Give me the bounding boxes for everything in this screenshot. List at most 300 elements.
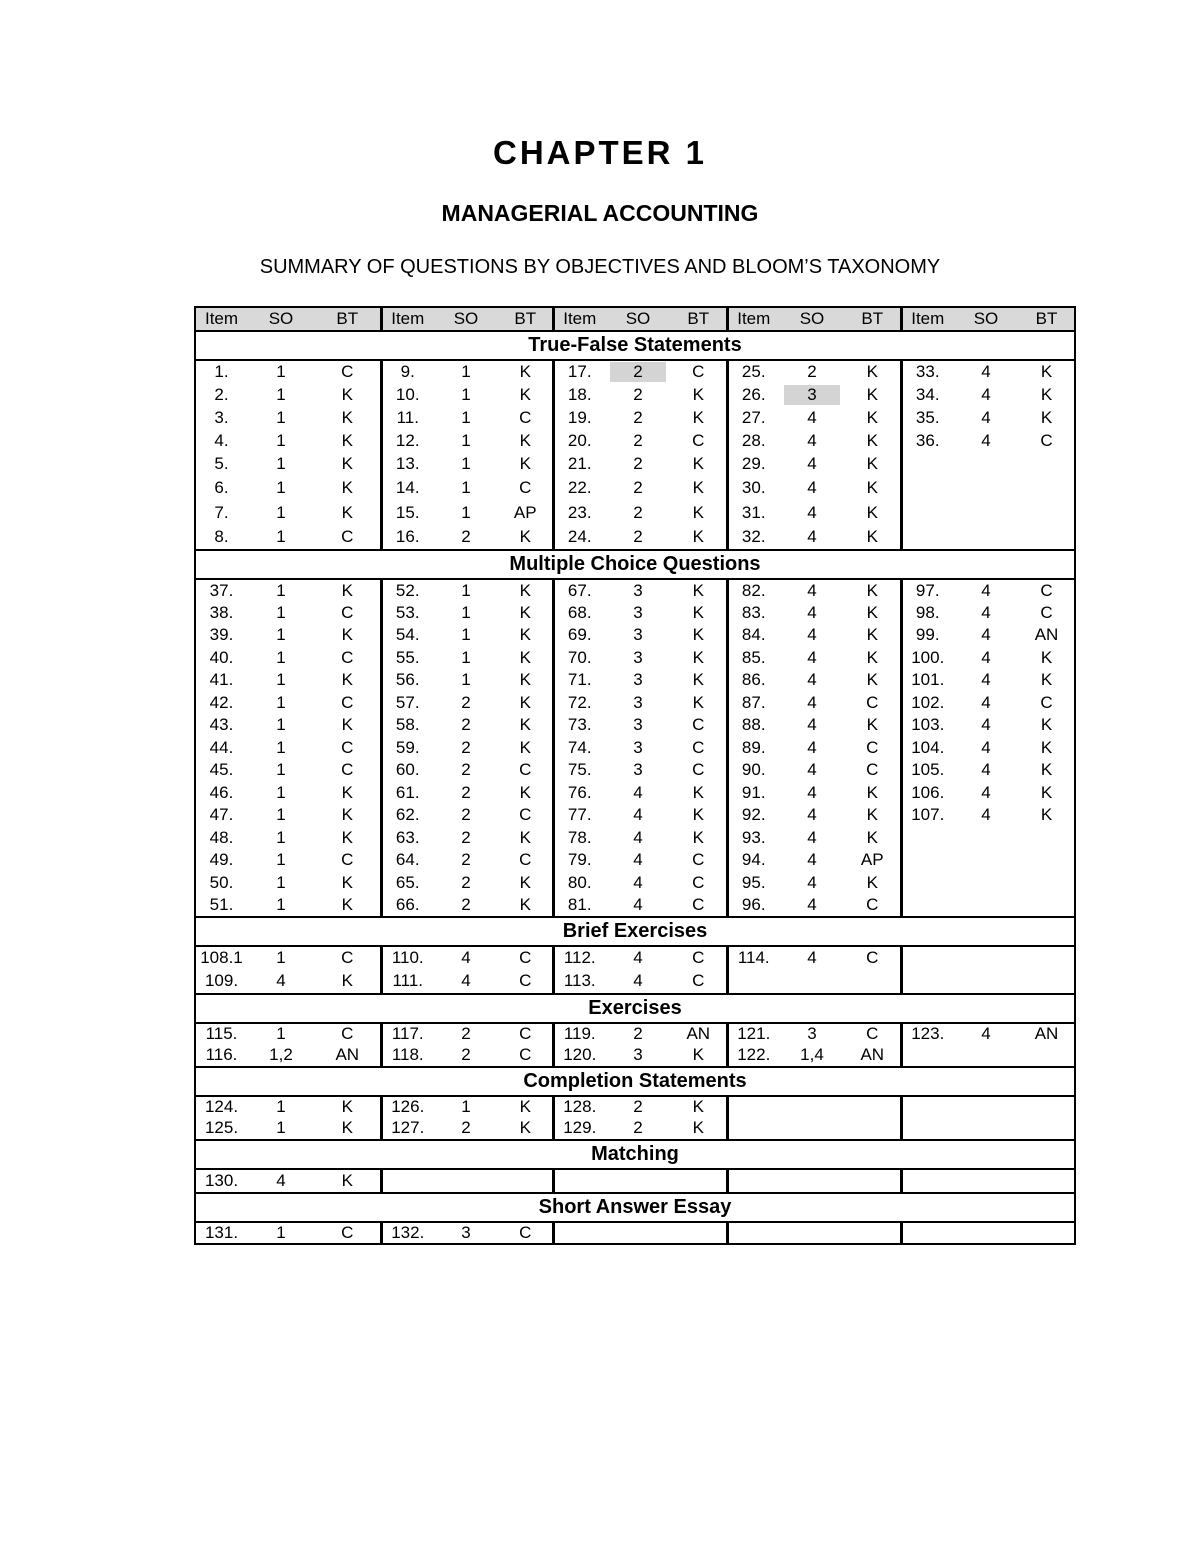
cell-item: 99. [901, 624, 953, 647]
column-header-item: Item [381, 307, 433, 331]
cell-so: 3 [633, 647, 643, 667]
cell-item: 110. [381, 946, 433, 970]
table-row [195, 525, 1075, 550]
cell-bt: K [692, 692, 704, 712]
cell-item: 123. [901, 1023, 953, 1045]
cell-bt: K [692, 384, 704, 404]
cell-so: 1 [461, 625, 471, 645]
cell-bt: K [866, 715, 878, 735]
cell-so: 4 [633, 971, 643, 990]
cell-item: 80. [553, 872, 605, 895]
cell-item: 95. [727, 872, 779, 895]
cell-item: 119. [553, 1023, 605, 1045]
cell-item [901, 1222, 953, 1244]
cell-item [901, 452, 953, 475]
cell-item: 62. [381, 804, 433, 827]
cell-bt: K [341, 1118, 353, 1137]
cell-so: 1 [276, 850, 286, 870]
cell-item [901, 827, 953, 850]
cell-bt: K [1040, 782, 1053, 802]
cell-so: 4 [807, 737, 817, 757]
cell-bt: K [692, 453, 704, 473]
cell-so: 4 [981, 1024, 991, 1043]
cell-bt [845, 1222, 901, 1244]
cell-item: 112. [553, 946, 605, 970]
column-header-so: SO [605, 307, 671, 331]
cell-item: 17. [553, 360, 605, 383]
cell-bt [1019, 894, 1075, 917]
cell-so: 2 [461, 692, 471, 712]
cell-so: 2 [633, 502, 643, 522]
cell-so: 4 [807, 430, 817, 450]
summary-table [194, 306, 1076, 1245]
cell-bt: C [341, 527, 354, 546]
cell-bt: K [866, 647, 878, 667]
cell-so: 4 [633, 872, 643, 892]
cell-item: 88. [727, 714, 779, 737]
cell-so: 2 [633, 1024, 643, 1043]
cell-so: 1 [276, 625, 286, 645]
cell-item: 61. [381, 782, 433, 805]
cell-bt: K [866, 670, 878, 690]
cell-item: 114. [727, 946, 779, 970]
cell-so: 4 [633, 948, 643, 967]
cell-so: 1,4 [800, 1045, 824, 1064]
cell-bt: K [341, 805, 353, 825]
column-header-bt: BT [845, 307, 901, 331]
cell-so: 4 [981, 737, 991, 757]
cell-item: 83. [727, 602, 779, 625]
cell-bt: C [692, 737, 705, 757]
cell-item: 91. [727, 782, 779, 805]
cell-item [901, 872, 953, 895]
cell-so: 2 [633, 527, 643, 546]
cell-item: 50. [209, 872, 234, 892]
cell-item: 65. [381, 872, 433, 895]
cell-item: 87. [727, 692, 779, 715]
cell-bt: K [692, 502, 704, 522]
cell-bt [1019, 500, 1075, 525]
cell-so: 4 [807, 625, 817, 645]
cell-item: 66. [381, 894, 433, 917]
cell-bt: K [519, 1097, 531, 1116]
cell-so: 3 [633, 760, 643, 780]
cell-bt: K [866, 580, 878, 600]
cell-so: 4 [807, 692, 817, 712]
cell-item: 67. [553, 579, 605, 602]
cell-item: 115. [205, 1024, 238, 1043]
cell-bt [499, 1169, 553, 1193]
cell-item: 1. [214, 362, 229, 381]
cell-item [901, 525, 953, 550]
cell-so: 2 [461, 760, 471, 780]
column-header-item: Item [195, 307, 247, 331]
cell-bt: K [866, 407, 878, 427]
cell-so: 4 [807, 850, 817, 870]
cell-bt: K [519, 625, 531, 645]
cell-so: 1 [461, 602, 471, 622]
cell-item: 29. [727, 452, 779, 475]
cell-bt: K [519, 527, 531, 546]
cell-bt: K [519, 894, 531, 914]
cell-bt: K [866, 502, 878, 522]
cell-bt: K [519, 782, 531, 802]
cell-item: 93. [727, 827, 779, 850]
cell-item: 60. [381, 759, 433, 782]
table-row [195, 849, 1075, 872]
cell-bt [1019, 452, 1075, 475]
cell-bt: K [341, 1170, 353, 1190]
cell-so: 4 [633, 827, 643, 847]
cell-item: 16. [381, 525, 433, 550]
cell-so: 4 [807, 782, 817, 802]
cell-bt: K [866, 384, 878, 404]
cell-bt: C [519, 850, 532, 870]
cell-item: 52. [381, 579, 433, 602]
column-header-bt: BT [499, 307, 553, 331]
cell-bt [1019, 1169, 1075, 1193]
cell-so: 4 [981, 407, 991, 427]
cell-item: 81. [553, 894, 605, 917]
cell-item: 120. [553, 1045, 605, 1067]
cell-so: 4 [981, 580, 991, 600]
cell-so: 4 [981, 715, 991, 735]
cell-bt: K [692, 647, 704, 667]
cell-so: 2 [461, 715, 471, 735]
table-row [195, 452, 1075, 475]
cell-bt: K [866, 362, 878, 381]
cell-so: 2 [461, 737, 471, 757]
cell-bt [1019, 872, 1075, 895]
cell-item: 37. [209, 580, 234, 600]
cell-bt [671, 1222, 727, 1244]
table-row [195, 1118, 1075, 1140]
cell-item: 116. [205, 1045, 238, 1064]
cell-bt: K [692, 805, 704, 825]
section-title: Multiple Choice Questions [195, 550, 1075, 579]
cell-bt: K [692, 1118, 704, 1137]
table-row [195, 602, 1075, 625]
cell-bt: C [341, 647, 354, 667]
cell-so: 4 [807, 580, 817, 600]
cell-so [953, 452, 1019, 475]
cell-bt: K [341, 827, 353, 847]
cell-bt: C [692, 362, 705, 381]
cell-item: 33. [901, 360, 953, 383]
cell-so: 3 [633, 602, 643, 622]
cell-so: 4 [633, 894, 643, 914]
cell-so: 3 [633, 1045, 643, 1064]
cell-bt: K [519, 430, 531, 450]
cell-item [901, 500, 953, 525]
cell-bt: C [341, 362, 354, 381]
cell-bt: K [1040, 407, 1053, 427]
cell-so: 2 [461, 827, 471, 847]
cell-bt: C [519, 805, 532, 825]
cell-item: 53. [381, 602, 433, 625]
cell-item [901, 849, 953, 872]
cell-bt: C [866, 894, 879, 914]
cell-item: 38. [209, 602, 234, 622]
cell-item: 43. [209, 715, 234, 735]
cell-so: 1 [461, 384, 471, 404]
cell-bt: AN [1034, 625, 1059, 645]
table-row [195, 946, 1075, 970]
cell-bt: K [1040, 362, 1053, 381]
cell-item: 105. [901, 759, 953, 782]
cell-item: 59. [381, 737, 433, 760]
cell-bt: AP [513, 502, 537, 522]
cell-bt: K [866, 782, 878, 802]
cell-item: 102. [901, 692, 953, 715]
column-header-so: SO [953, 307, 1019, 331]
highlighted-value: 2 [610, 362, 666, 382]
table-row [195, 827, 1075, 850]
cell-item: 76. [553, 782, 605, 805]
cell-so: 4 [807, 670, 817, 690]
cell-so: 4 [807, 453, 817, 473]
cell-bt: K [341, 453, 353, 473]
table-row [195, 970, 1075, 994]
cell-so: 1 [276, 362, 286, 381]
cell-so: 4 [807, 647, 817, 667]
cell-so: 3 [633, 692, 643, 712]
table-row [195, 1045, 1075, 1067]
cell-bt: C [692, 872, 705, 892]
cell-bt: K [866, 477, 878, 497]
cell-item: 84. [727, 624, 779, 647]
cell-item: 47. [209, 805, 234, 825]
cell-item: 7. [214, 502, 229, 522]
cell-item: 44. [209, 737, 234, 757]
cell-item: 111. [381, 970, 433, 994]
cell-item: 9. [381, 360, 433, 383]
cell-so: 1 [276, 1097, 286, 1116]
cell-bt: K [341, 580, 353, 600]
cell-item: 25. [727, 360, 779, 383]
cell-so [605, 360, 671, 383]
cell-item: 125. [204, 1118, 239, 1137]
cell-so: 4 [807, 872, 817, 892]
cell-so: 2 [461, 782, 471, 802]
cell-so: 1 [276, 430, 286, 450]
cell-item: 55. [381, 647, 433, 670]
cell-bt: K [692, 407, 704, 427]
cell-item: 106. [901, 782, 953, 805]
cell-so: 2 [633, 430, 643, 450]
cell-bt: C [866, 1024, 879, 1043]
table-row [195, 647, 1075, 670]
column-header-bt: BT [1019, 307, 1075, 331]
cell-bt: K [519, 737, 531, 757]
cell-item: 101. [901, 669, 953, 692]
cell-so: 2 [633, 1097, 643, 1116]
cell-bt: K [519, 580, 531, 600]
cell-so: 4 [276, 971, 286, 990]
cell-item: 97. [901, 579, 953, 602]
cell-bt: K [1040, 670, 1053, 690]
cell-so: 4 [981, 430, 991, 450]
cell-bt: C [341, 602, 354, 622]
cell-so [779, 383, 845, 406]
table-row [195, 894, 1075, 917]
cell-bt: C [341, 948, 354, 967]
cell-so [953, 500, 1019, 525]
table-row [195, 692, 1075, 715]
cell-so [779, 1118, 845, 1140]
cell-so: 4 [807, 760, 817, 780]
cell-item: 78. [553, 827, 605, 850]
cell-bt: K [692, 602, 704, 622]
cell-so: 1 [276, 692, 286, 712]
cell-bt: C [692, 948, 705, 967]
cell-so [953, 1045, 1019, 1067]
cell-so: 1 [276, 715, 286, 735]
cell-bt [1019, 946, 1075, 970]
cell-item: 127. [381, 1118, 433, 1140]
cell-so [953, 1169, 1019, 1193]
cell-item: 56. [381, 669, 433, 692]
cell-so: 4 [807, 715, 817, 735]
cell-so [779, 970, 845, 994]
cell-so: 1 [276, 453, 286, 473]
cell-so: 3 [633, 715, 643, 735]
cell-so [953, 1118, 1019, 1140]
cell-item: 13. [381, 452, 433, 475]
cell-bt: C [692, 894, 705, 914]
cell-bt: C [519, 1024, 532, 1043]
cell-so: 3 [633, 670, 643, 690]
cell-bt: K [341, 430, 353, 450]
cell-item: 11. [381, 406, 433, 429]
cell-bt: K [519, 647, 531, 667]
cell-item: 126. [381, 1096, 433, 1118]
cell-bt: AP [860, 850, 884, 870]
cell-item: 107. [901, 804, 953, 827]
table-row [195, 714, 1075, 737]
cell-so: 1 [276, 384, 286, 404]
cell-bt: K [692, 625, 704, 645]
cell-so: 1 [276, 1118, 286, 1137]
cell-so: 4 [633, 850, 643, 870]
cell-bt: K [519, 715, 531, 735]
cell-bt: K [692, 670, 704, 690]
cell-bt: K [341, 625, 353, 645]
cell-bt [1019, 970, 1075, 994]
cell-so [779, 1222, 845, 1244]
cell-bt: AN [686, 1024, 711, 1043]
cell-item: 3. [214, 407, 229, 427]
cell-so: 4 [633, 782, 643, 802]
cell-bt: C [1040, 580, 1053, 600]
cell-so: 4 [807, 477, 817, 497]
cell-so [953, 946, 1019, 970]
cell-so: 2 [633, 477, 643, 497]
cell-so [953, 849, 1019, 872]
cell-so: 1 [276, 670, 286, 690]
table-row [195, 1096, 1075, 1118]
cell-item: 15. [381, 500, 433, 525]
cell-so: 3 [633, 625, 643, 645]
cell-item [727, 1222, 779, 1244]
cell-so: 1 [276, 760, 286, 780]
cell-so [605, 1169, 671, 1193]
cell-so: 4 [981, 670, 991, 690]
cell-item: 49. [209, 850, 234, 870]
table-row [195, 1023, 1075, 1045]
cell-item: 24. [553, 525, 605, 550]
cell-item: 103. [901, 714, 953, 737]
cell-so: 4 [981, 362, 991, 381]
subject-title: MANAGERIAL ACCOUNTING [441, 200, 759, 226]
cell-so: 1 [276, 1024, 286, 1043]
cell-bt [845, 1096, 901, 1118]
cell-bt [845, 1169, 901, 1193]
cell-item [901, 970, 953, 994]
cell-bt [671, 1169, 727, 1193]
cell-bt: K [866, 827, 878, 847]
cell-bt: K [866, 872, 878, 892]
table-row [195, 475, 1075, 500]
cell-item: 22. [553, 475, 605, 500]
cell-item: 122. [727, 1045, 779, 1067]
cell-so: 1 [276, 477, 286, 497]
cell-item: 6. [214, 477, 229, 497]
cell-item: 98. [901, 602, 953, 625]
cell-item [901, 946, 953, 970]
table-row [195, 804, 1075, 827]
chapter-title: CHAPTER 1 [492, 134, 708, 171]
cell-bt [1019, 827, 1075, 850]
cell-item: 130. [204, 1170, 239, 1190]
cell-so: 1 [276, 948, 286, 967]
cell-so: 4 [807, 407, 817, 427]
cell-bt: AN [860, 1045, 885, 1064]
table-row [195, 669, 1075, 692]
cell-bt [1019, 525, 1075, 550]
cell-so: 4 [981, 602, 991, 622]
cell-so: 4 [276, 1170, 286, 1190]
cell-bt: K [1040, 737, 1053, 757]
cell-so: 1 [276, 647, 286, 667]
cell-so [779, 1169, 845, 1193]
cell-bt: K [519, 384, 531, 404]
cell-item: 28. [727, 429, 779, 452]
cell-bt: C [519, 948, 532, 967]
cell-so: 1 [461, 453, 471, 473]
cell-so: 4 [807, 502, 817, 522]
table-row [195, 1222, 1075, 1244]
cell-item [727, 1118, 779, 1140]
cell-bt [1019, 1045, 1075, 1067]
cell-so: 1 [461, 407, 471, 427]
cell-bt: K [866, 625, 878, 645]
table-row [195, 759, 1075, 782]
cell-item: 96. [727, 894, 779, 917]
cell-so [953, 475, 1019, 500]
cell-so: 1 [276, 782, 286, 802]
cell-bt: K [692, 827, 704, 847]
cell-item: 8. [214, 527, 229, 546]
cell-bt: K [1040, 647, 1053, 667]
cell-so: 2 [461, 850, 471, 870]
cell-so [953, 1222, 1019, 1244]
cell-item: 109. [204, 971, 239, 990]
table-row [195, 872, 1075, 895]
cell-bt: C [692, 430, 705, 450]
cell-bt [1019, 1118, 1075, 1140]
cell-so [779, 1096, 845, 1118]
